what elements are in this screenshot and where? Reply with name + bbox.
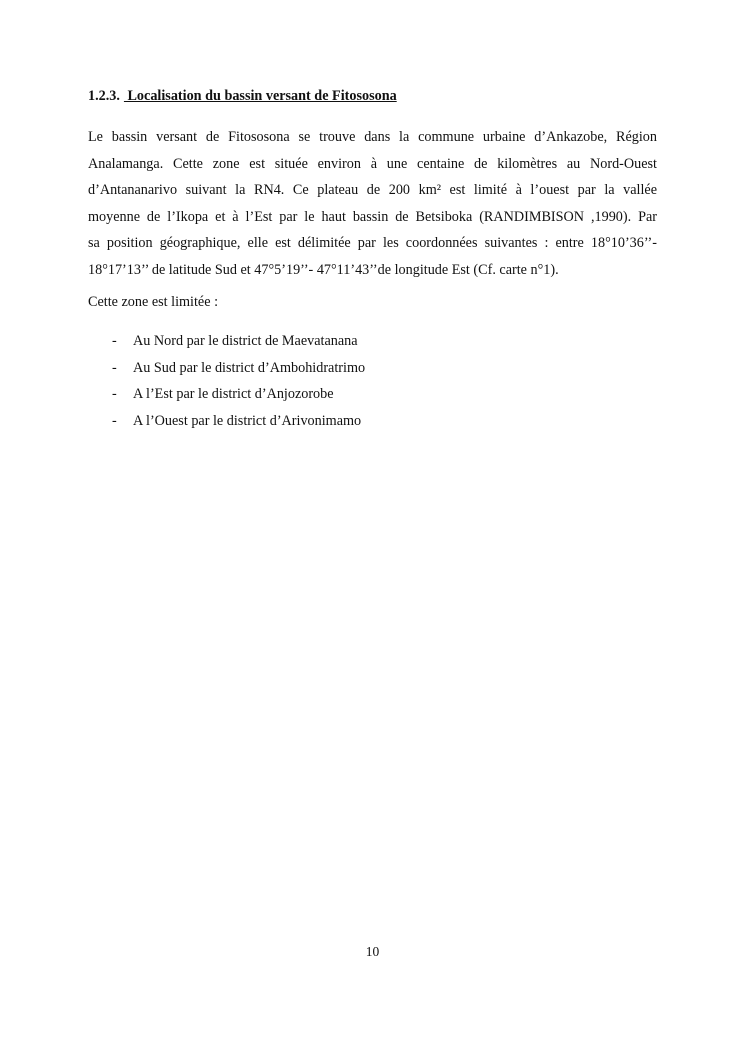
paragraph-line: d’Antananarivo suivant la RN4. Ce plateau de 200 km² est limité à l’ouest par la vallée [88,182,657,198]
section-number: 1.2.3. [88,88,120,104]
list-item-text: Au Nord par le district de Maevatanana [133,333,358,349]
list-bullet: - [112,412,117,429]
paragraph-line: Analamanga. Cette zone est située environ à une centaine de kilomètres au Nord-Ouest [88,155,657,172]
section-title: Localisation du bassin versant de Fitososona [123,88,397,104]
body-paragraph-localisation [88,124,657,283]
paragraph-line: Le bassin versant de Fitososona se trouve dans la commune urbaine d’Ankazobe, Région [88,129,657,145]
list-item-text: A l’Est par le district d’Anjozorobe [133,386,334,402]
paragraph-line: moyenne de l’Ikopa et à l’Est par le haut bassin de Betsiboka (RANDIMBISON ,1990). Par [88,208,657,225]
paragraph-line: Cette zone est limitée : [88,294,219,310]
body-paragraph-limits [88,289,657,316]
list-bullet: - [112,386,117,402]
paragraph-line: sa position géographique, elle est délimitée par les coordonnées suivantes : entre 18°10’36’’- [88,235,657,251]
list-item-text: Au Sud par le district d’Ambohidratrimo [133,359,366,376]
page-number: 10 [365,944,380,959]
section-heading [88,88,397,105]
paragraph-line: 18°17’13’’ de latitude Sud et 47°5’19’’- 47°11’43’’de longitude Est (Cf. carte n°1). [88,261,559,278]
list-bullet: - [112,333,117,349]
list-bullet: - [112,359,117,376]
list-item-text: A l’Ouest par le district d’Arivonimamo [133,412,362,429]
